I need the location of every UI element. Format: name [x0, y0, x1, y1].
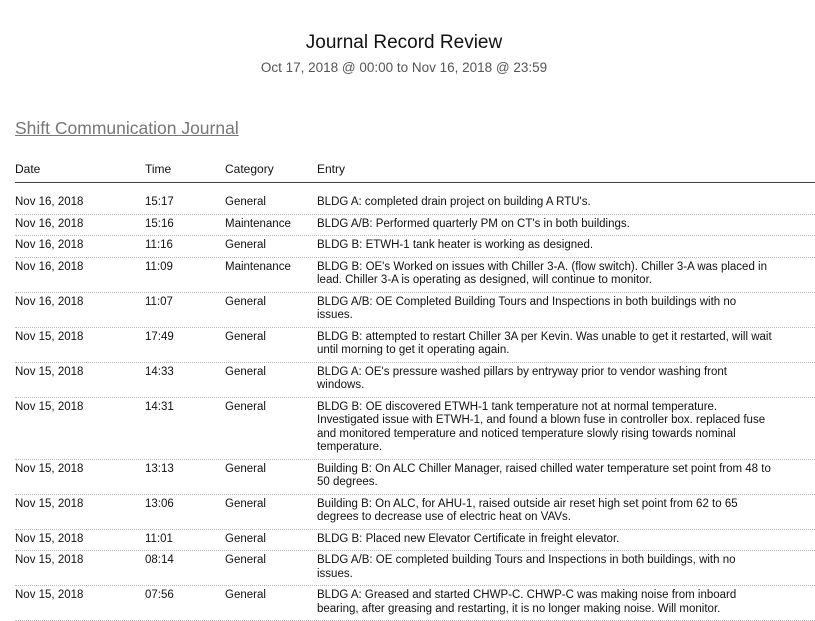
report-title: Journal Record Review	[305, 32, 503, 53]
row-date: Nov 16, 2018	[15, 196, 84, 208]
section-title-link[interactable]: Shift Communication Journal	[15, 118, 239, 138]
row-time: 11:16	[145, 239, 173, 251]
row-time: 08:14	[145, 554, 174, 566]
row-time: 17:49	[145, 330, 174, 343]
row-time: 14:31	[145, 400, 174, 413]
row-category: General	[225, 589, 266, 601]
row-entry: BLDG B: OE's Worked on issues with Chiller 3-A. (flow switch). Chiller 3-A was placed in lead. Chiller 3-A is operating as designed, will continue to monitor.	[317, 260, 767, 286]
journal-table	[15, 160, 815, 621]
table-header-row	[15, 160, 815, 183]
header-time: Time	[145, 162, 172, 176]
row-entry: BLDG B: Placed new Elevator Certificate in freight elevator.	[317, 532, 620, 545]
row-category: General	[225, 330, 266, 343]
row-entry: BLDG A: Greased and started CHWP-C. CHWP-C was making noise from inboard bearing, after greasing and restarting, it is no longer making noise. Will monitor.	[317, 589, 737, 615]
row-date: Nov 15, 2018	[15, 330, 84, 343]
row-category: Maintenance	[225, 260, 291, 273]
table-row	[15, 530, 815, 552]
row-category: General	[225, 462, 266, 475]
header-entry: Entry	[317, 162, 346, 176]
row-category: General	[225, 196, 266, 208]
row-category: General	[225, 554, 266, 566]
table-row	[15, 551, 815, 586]
row-date: Nov 15, 2018	[15, 589, 84, 601]
table-row	[15, 460, 815, 495]
row-date: Nov 15, 2018	[15, 554, 84, 566]
row-date: Nov 16, 2018	[15, 295, 84, 308]
table-row	[15, 363, 815, 398]
row-entry: Building B: On ALC, for AHU-1, raised outside air reset high set point from 62 to 65 degrees to decrease use of electric heat on VAVs.	[317, 497, 738, 523]
row-time: 11:07	[145, 295, 173, 308]
table-row	[15, 398, 815, 460]
row-entry: Building B: On ALC Chiller Manager, raised chilled water temperature set point from 48 to 50 degrees.	[317, 462, 771, 488]
table-row	[15, 586, 815, 621]
table-row	[15, 215, 815, 237]
row-category: General	[225, 497, 266, 510]
row-time: 11:09	[145, 260, 173, 273]
row-time: 07:56	[145, 589, 174, 601]
table-row	[15, 236, 815, 258]
row-entry: BLDG A: completed drain project on building A RTU's.	[317, 196, 591, 208]
row-time: 13:06	[145, 497, 174, 510]
row-entry: BLDG A/B: Performed quarterly PM on CT's in both buildings.	[317, 217, 630, 230]
table-body	[15, 193, 815, 621]
row-date: Nov 15, 2018	[15, 497, 84, 510]
row-date: Nov 16, 2018	[15, 239, 84, 251]
row-date: Nov 15, 2018	[15, 532, 84, 545]
row-date: Nov 15, 2018	[15, 365, 84, 378]
row-time: 13:13	[145, 462, 174, 475]
header-date: Date	[15, 162, 41, 176]
row-time: 15:16	[145, 217, 174, 230]
row-category: General	[225, 532, 266, 545]
header-category: Category	[225, 162, 274, 176]
row-entry: BLDG B: ETWH-1 tank heater is working as designed.	[317, 239, 594, 251]
row-entry: BLDG A/B: OE Completed Building Tours and Inspections in both buildings with no issues.	[317, 295, 737, 321]
row-category: General	[225, 400, 266, 413]
table-row	[15, 258, 815, 293]
row-date: Nov 15, 2018	[15, 462, 84, 475]
row-date: Nov 16, 2018	[15, 260, 84, 273]
row-category: General	[225, 239, 266, 251]
row-entry: BLDG A: OE's pressure washed pillars by entryway prior to vendor washing front windows.	[317, 365, 727, 391]
row-category: General	[225, 365, 266, 378]
row-date: Nov 15, 2018	[15, 400, 84, 413]
row-category: Maintenance	[225, 217, 291, 230]
row-time: 15:17	[145, 196, 174, 208]
row-time: 11:01	[145, 532, 173, 545]
table-row	[15, 495, 815, 530]
table-row	[15, 293, 815, 328]
row-time: 14:33	[145, 365, 174, 378]
row-entry: BLDG A/B: OE completed building Tours and Inspections in both buildings, with no issues.	[317, 554, 736, 580]
report-date-range: Oct 17, 2018 @ 00:00 to Nov 16, 2018 @ 23:59	[260, 60, 548, 75]
table-row	[15, 193, 815, 215]
row-entry: BLDG B: attempted to restart Chiller 3A per Kevin. Was unable to get it restarted, will wait until morning to get it operating again.	[317, 330, 772, 356]
row-category: General	[225, 295, 266, 308]
row-entry: BLDG B: OE discovered ETWH-1 tank temperature not at normal temperature. Investigated issue with ETWH-1, and found a blown fuse in controller box. replaced fuse and monitored temperature and noticed temperature slowly rising towards nominal temperature.	[317, 400, 766, 453]
row-date: Nov 16, 2018	[15, 217, 84, 230]
table-row	[15, 328, 815, 363]
